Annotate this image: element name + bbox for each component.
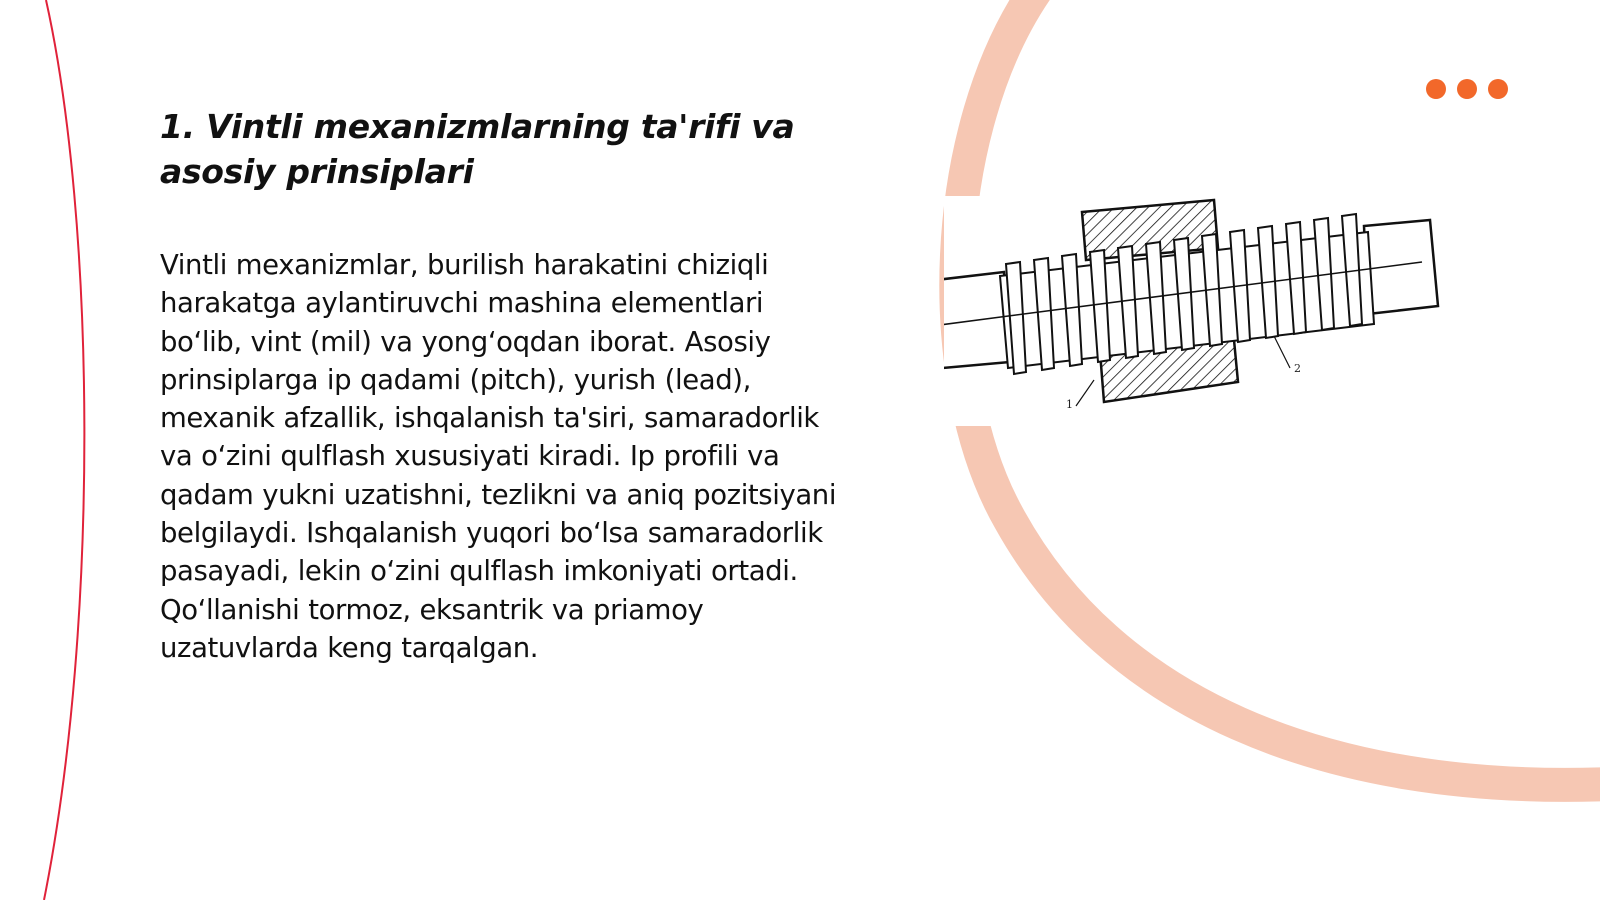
leader-line-1 <box>1076 380 1094 406</box>
left-accent-curve <box>44 0 84 900</box>
screw-mechanism-figure <box>944 196 1464 426</box>
shaft-right <box>1364 220 1438 314</box>
figure-label-2: 2 <box>1294 362 1301 375</box>
slide-body-text: Vintli mexanizmlar, burilish harakatini chiziqli harakatga aylantiruvchi mashina elementlari bo‘lib, vint (mil) va yong‘oqdan iborat. Asosiy prinsiplarga ip qadami (pitch), yurish (lead), mexanik afzallik, ishqalanish ta'siri, samaradorlik va o‘zini qulflash xususiyati kiradi. Ip profili va qadam yukni uzatishni, tezlikni va aniq pozitsiyani belgilaydi. Ishqalanish yuqori bo‘lsa samaradorlik pasayadi, lekin o‘zini qulflash imkoniyati ortadi. Qo‘llanishi tormoz, eksantrik va priamoy uzatuvlarda keng tarqalgan. <box>160 249 837 664</box>
dot-2 <box>1457 79 1477 99</box>
figure-label-1: 1 <box>1066 398 1073 411</box>
more-dots-icon <box>1426 79 1508 99</box>
slide-title: 1. Vintli mexanizmlarning ta'rifi va asosiy prinsiplari <box>160 107 795 191</box>
leader-line-2 <box>1274 336 1290 368</box>
dot-3 <box>1488 79 1508 99</box>
dot-1 <box>1426 79 1446 99</box>
screw-nut-drawing <box>944 196 1464 426</box>
